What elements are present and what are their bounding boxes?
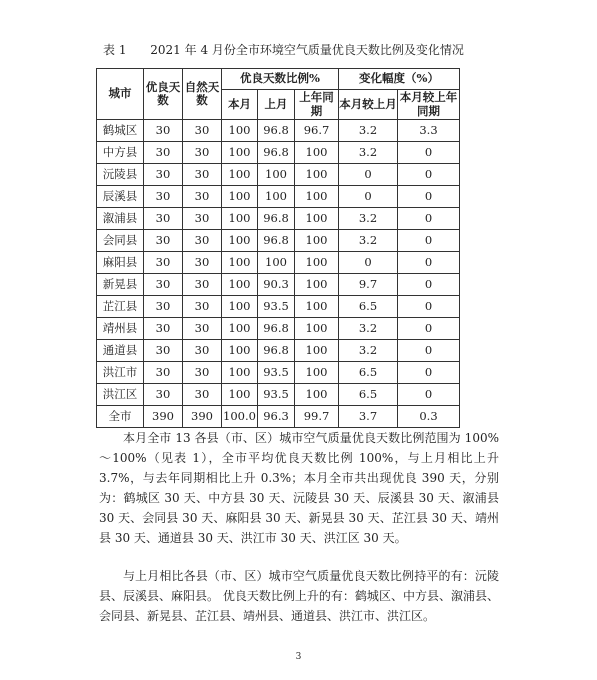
cell-city: 中方县	[97, 142, 144, 164]
cell-last-year: 100	[295, 274, 339, 296]
cell-vs-last-month: 9.7	[339, 274, 398, 296]
cell-good-days: 30	[144, 120, 183, 142]
header-good-days: 优良天数	[144, 69, 183, 120]
cell-good-days: 30	[144, 362, 183, 384]
cell-natural-days: 30	[183, 296, 222, 318]
table-row	[97, 296, 460, 318]
cell-last-year: 100	[295, 252, 339, 274]
table-row	[97, 120, 460, 142]
cell-good-days: 30	[144, 296, 183, 318]
cell-vs-last-year: 0	[398, 318, 460, 340]
cell-vs-last-year: 0	[398, 208, 460, 230]
cell-vs-last-year: 0	[398, 384, 460, 406]
table-row	[97, 340, 460, 362]
cell-natural-days: 30	[183, 186, 222, 208]
cell-this-month: 100	[222, 208, 258, 230]
cell-good-days: 30	[144, 340, 183, 362]
cell-city: 芷江县	[97, 296, 144, 318]
cell-city: 新晃县	[97, 274, 144, 296]
total-cell-vs-last-year: 0.3	[398, 406, 460, 428]
cell-last-year: 100	[295, 340, 339, 362]
cell-vs-last-year: 0	[398, 296, 460, 318]
cell-last-month: 96.8	[258, 230, 295, 252]
cell-vs-last-year: 0	[398, 252, 460, 274]
cell-city: 沅陵县	[97, 164, 144, 186]
cell-this-month: 100	[222, 164, 258, 186]
table-body	[97, 120, 460, 428]
cell-last-year: 100	[295, 164, 339, 186]
cell-this-month: 100	[222, 318, 258, 340]
cell-natural-days: 30	[183, 142, 222, 164]
cell-last-month: 100	[258, 164, 295, 186]
page-number: 3	[295, 652, 302, 662]
cell-last-year: 100	[295, 186, 339, 208]
cell-last-month: 96.8	[258, 340, 295, 362]
cell-city: 洪江区	[97, 384, 144, 406]
cell-city: 洪江市	[97, 362, 144, 384]
header-vs-last-year: 本月较上年同期	[398, 90, 460, 120]
cell-natural-days: 30	[183, 274, 222, 296]
paragraph-comparison: 与上月相比各县（市、区）城市空气质量优良天数比例持平的有：沅陵县、辰溪县、麻阳县。 优良天数比例上升的有：鹤城区、中方县、溆浦县、会同县、新晃县、芷江县、靖州县、通道县、洪江市、洪江区。	[99, 569, 499, 623]
cell-last-year: 100	[295, 362, 339, 384]
total-cell-last-year: 99.7	[295, 406, 339, 428]
cell-last-year: 100	[295, 318, 339, 340]
paragraph-summary: 本月全市 13 各县（市、区）城市空气质量优良天数比例范围为 100%～100%（见表 1），全市平均优良天数比例 100%，与上月相比上升 3.7%，与去年同期相比上升 0.3%；本月全市共出现优良 390 天，分别为：鹤城区 30 天、中方县 30 天、沅陵县 30 天、辰溪县 30 天、溆浦县 30 天、会同县 30 天、麻阳县 30 天、新晃县 30 天、芷江县 30 天、靖州县 30 天、通道县 30 天、洪江市 30 天、洪江区 30 天。	[99, 431, 499, 545]
cell-this-month: 100	[222, 142, 258, 164]
cell-good-days: 30	[144, 186, 183, 208]
cell-city: 鹤城区	[97, 120, 144, 142]
cell-natural-days: 30	[183, 384, 222, 406]
cell-last-month: 96.8	[258, 208, 295, 230]
cell-last-month: 96.8	[258, 120, 295, 142]
cell-last-year: 100	[295, 142, 339, 164]
cell-city: 溆浦县	[97, 208, 144, 230]
table-caption-label: 表 1	[103, 43, 127, 57]
cell-this-month: 100	[222, 252, 258, 274]
table-row	[97, 164, 460, 186]
air-quality-table	[96, 68, 460, 428]
cell-last-month: 93.5	[258, 362, 295, 384]
cell-vs-last-month: 0	[339, 164, 398, 186]
cell-vs-last-month: 3.2	[339, 208, 398, 230]
cell-last-year: 100	[295, 230, 339, 252]
cell-vs-last-year: 0	[398, 230, 460, 252]
cell-last-year: 96.7	[295, 120, 339, 142]
cell-good-days: 30	[144, 230, 183, 252]
total-cell-city: 全市	[97, 406, 144, 428]
cell-city: 会同县	[97, 230, 144, 252]
header-this-month: 本月	[222, 90, 258, 120]
table-caption	[103, 41, 563, 58]
header-vs-last-month: 本月较上月	[339, 90, 398, 120]
cell-this-month: 100	[222, 362, 258, 384]
cell-last-year: 100	[295, 384, 339, 406]
cell-city: 通道县	[97, 340, 144, 362]
header-change-group: 变化幅度（%）	[339, 69, 460, 90]
cell-good-days: 30	[144, 384, 183, 406]
cell-city: 辰溪县	[97, 186, 144, 208]
cell-last-month: 93.5	[258, 296, 295, 318]
table-row	[97, 274, 460, 296]
cell-last-year: 100	[295, 208, 339, 230]
cell-last-month: 96.8	[258, 142, 295, 164]
table-row	[97, 230, 460, 252]
table-row	[97, 186, 460, 208]
cell-vs-last-month: 3.2	[339, 340, 398, 362]
cell-city: 靖州县	[97, 318, 144, 340]
cell-natural-days: 30	[183, 252, 222, 274]
cell-this-month: 100	[222, 230, 258, 252]
table-row	[97, 318, 460, 340]
total-cell-this-month: 100.0	[222, 406, 258, 428]
cell-natural-days: 30	[183, 164, 222, 186]
cell-natural-days: 30	[183, 362, 222, 384]
cell-this-month: 100	[222, 296, 258, 318]
cell-vs-last-year: 3.3	[398, 120, 460, 142]
table-row-total	[97, 406, 460, 428]
cell-vs-last-year: 0	[398, 142, 460, 164]
cell-last-month: 90.3	[258, 274, 295, 296]
cell-natural-days: 30	[183, 340, 222, 362]
header-ratio-group: 优良天数比例%	[222, 69, 339, 90]
header-last-month: 上月	[258, 90, 295, 120]
table-row	[97, 142, 460, 164]
cell-natural-days: 30	[183, 208, 222, 230]
total-cell-natural-days: 390	[183, 406, 222, 428]
cell-good-days: 30	[144, 274, 183, 296]
cell-vs-last-month: 6.5	[339, 362, 398, 384]
total-cell-good-days: 390	[144, 406, 183, 428]
cell-vs-last-month: 3.2	[339, 120, 398, 142]
cell-this-month: 100	[222, 186, 258, 208]
cell-vs-last-year: 0	[398, 340, 460, 362]
table-caption-title: 2021 年 4 月份全市环境空气质量优良天数比例及变化情况	[150, 43, 464, 57]
cell-good-days: 30	[144, 318, 183, 340]
cell-good-days: 30	[144, 164, 183, 186]
total-cell-vs-last-month: 3.7	[339, 406, 398, 428]
total-cell-last-month: 96.3	[258, 406, 295, 428]
cell-good-days: 30	[144, 142, 183, 164]
cell-last-month: 100	[258, 252, 295, 274]
cell-good-days: 30	[144, 252, 183, 274]
cell-vs-last-month: 3.2	[339, 142, 398, 164]
table-row	[97, 362, 460, 384]
cell-vs-last-month: 3.2	[339, 318, 398, 340]
cell-vs-last-month: 0	[339, 252, 398, 274]
cell-vs-last-year: 0	[398, 186, 460, 208]
cell-last-month: 100	[258, 186, 295, 208]
cell-vs-last-year: 0	[398, 274, 460, 296]
cell-last-year: 100	[295, 296, 339, 318]
cell-this-month: 100	[222, 384, 258, 406]
cell-natural-days: 30	[183, 120, 222, 142]
table-row	[97, 208, 460, 230]
cell-vs-last-year: 0	[398, 164, 460, 186]
cell-vs-last-month: 6.5	[339, 296, 398, 318]
header-city: 城市	[97, 69, 144, 120]
cell-natural-days: 30	[183, 230, 222, 252]
cell-this-month: 100	[222, 340, 258, 362]
cell-vs-last-month: 3.2	[339, 230, 398, 252]
cell-last-month: 93.5	[258, 384, 295, 406]
cell-this-month: 100	[222, 274, 258, 296]
cell-vs-last-month: 6.5	[339, 384, 398, 406]
cell-natural-days: 30	[183, 318, 222, 340]
header-last-year: 上年同期	[295, 90, 339, 120]
cell-good-days: 30	[144, 208, 183, 230]
cell-city: 麻阳县	[97, 252, 144, 274]
header-natural-days: 自然天数	[183, 69, 222, 120]
cell-this-month: 100	[222, 120, 258, 142]
table-row	[97, 384, 460, 406]
cell-last-month: 96.8	[258, 318, 295, 340]
table-row	[97, 252, 460, 274]
cell-vs-last-month: 0	[339, 186, 398, 208]
cell-vs-last-year: 0	[398, 362, 460, 384]
